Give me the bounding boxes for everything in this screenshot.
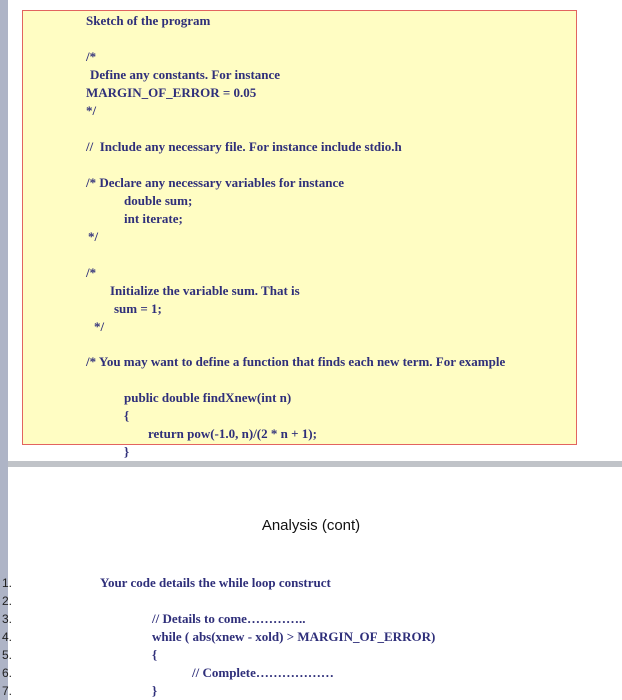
line-number: 2. (2, 594, 13, 608)
declare-sum: double sum; (124, 193, 193, 208)
details-comment: // Details to come………….. (152, 611, 306, 626)
function-close-brace: } (124, 444, 130, 459)
comment-open: /* (86, 49, 97, 64)
function-signature: public double findXnew(int n) (124, 390, 292, 405)
declare-iterate: int iterate; (124, 211, 183, 226)
constants-text: Define any constants. For instance (90, 67, 281, 82)
complete-comment: // Complete……………… (192, 665, 334, 680)
initialize-text: Initialize the variable sum. That is (110, 283, 300, 298)
while-open-brace: { (152, 647, 158, 662)
while-condition: while ( abs(xnew - xold) > MARGIN_OF_ERROR) (152, 629, 436, 644)
comment-close-3: */ (94, 319, 105, 334)
include-comment: // Include any necessary file. For instance include stdio.h (86, 139, 402, 154)
line-number: 3. (2, 612, 13, 626)
line-number: 7. (2, 684, 13, 698)
comment-open-2: /* (86, 265, 97, 280)
while-close-brace: } (152, 683, 158, 698)
function-open-brace: { (124, 408, 130, 423)
comment-close-2: */ (88, 229, 99, 244)
line-number: 6. (2, 666, 13, 680)
line-number: 1. (2, 576, 13, 590)
while-loop-intro: Your code details the while loop construct (100, 575, 331, 590)
comment-close: */ (86, 103, 97, 118)
slide-heading: Sketch of the program (86, 13, 211, 28)
function-return: return pow(-1.0, n)/(2 * n + 1); (148, 426, 317, 441)
slide-title: Analysis (cont) (261, 517, 361, 534)
declare-comment: /* Declare any necessary variables for instance (86, 175, 345, 190)
function-comment: /* You may want to define a function that finds each new term. For example (86, 354, 506, 369)
line-number: 4. (2, 630, 13, 644)
slide-divider (8, 461, 622, 467)
constant-definition: MARGIN_OF_ERROR = 0.05 (86, 85, 257, 100)
sum-assignment: sum = 1; (114, 301, 162, 316)
line-number: 5. (2, 648, 13, 662)
